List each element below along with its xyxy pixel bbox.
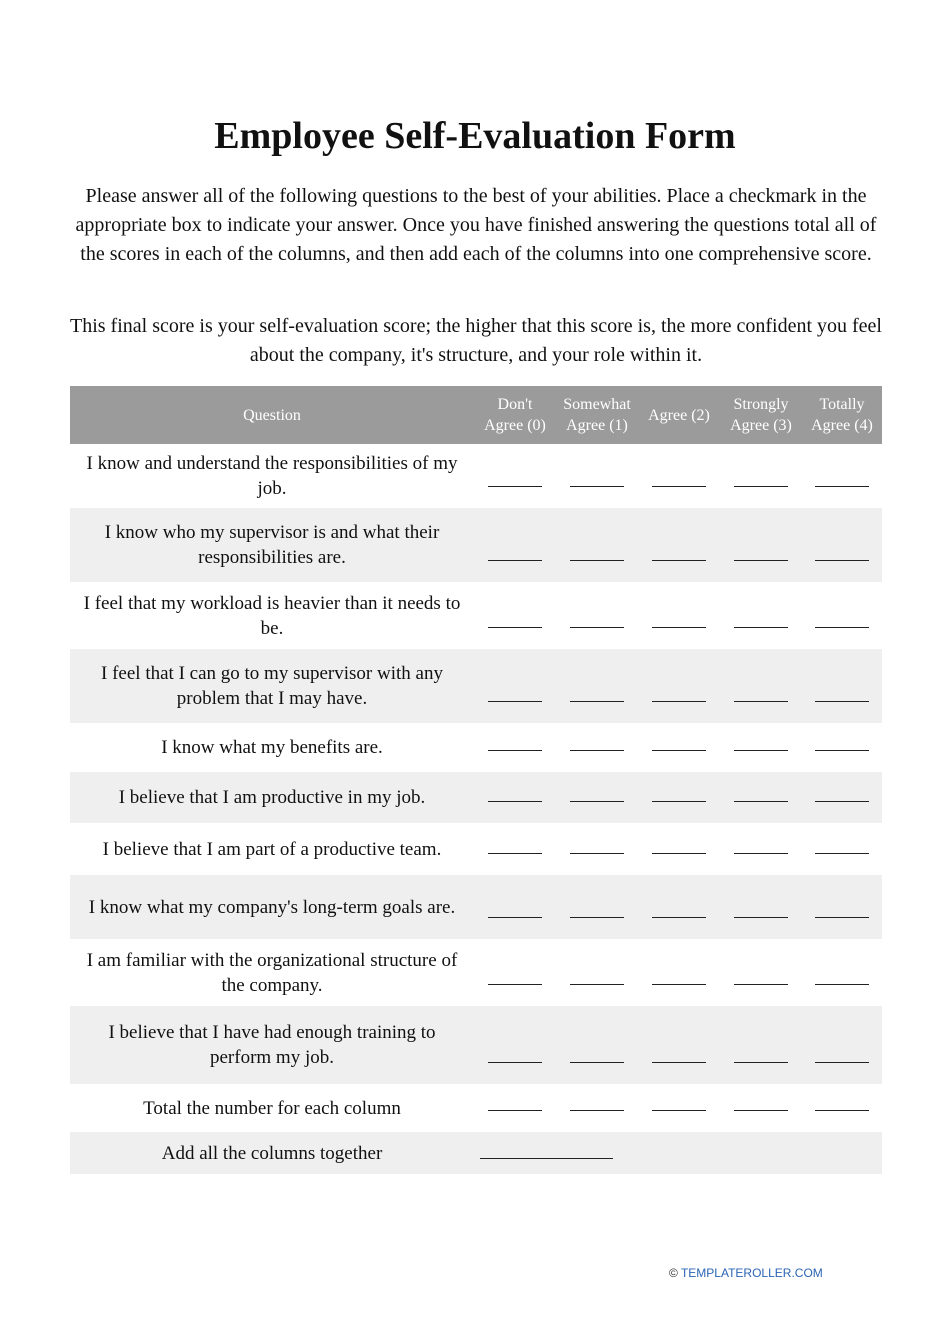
answer-blank-3[interactable] bbox=[734, 1062, 788, 1063]
table-row bbox=[70, 582, 882, 649]
answer-blank-0[interactable] bbox=[488, 917, 542, 918]
answer-blank-4[interactable] bbox=[815, 1062, 869, 1063]
answer-blank-0[interactable] bbox=[488, 750, 542, 751]
answer-blank-0[interactable] bbox=[488, 801, 542, 802]
copyright-symbol: © bbox=[669, 1266, 678, 1280]
answer-blank-1[interactable] bbox=[570, 1062, 624, 1063]
answer-blank-4[interactable] bbox=[815, 917, 869, 918]
answer-blank-3[interactable] bbox=[734, 853, 788, 854]
answer-blank-3[interactable] bbox=[734, 984, 788, 985]
header-strongly-agree: Strongly Agree (3) bbox=[720, 386, 802, 444]
answer-blank-2[interactable] bbox=[652, 560, 706, 561]
table-row bbox=[70, 444, 882, 508]
total-blank-2[interactable] bbox=[652, 1110, 706, 1111]
total-blank-4[interactable] bbox=[815, 1110, 869, 1111]
table-row bbox=[70, 823, 882, 875]
question-text: I believe that I am part of a productive team. bbox=[102, 838, 442, 860]
answer-blank-1[interactable] bbox=[570, 627, 624, 628]
table-row bbox=[70, 649, 882, 723]
answer-blank-3[interactable] bbox=[734, 917, 788, 918]
answer-blank-3[interactable] bbox=[734, 627, 788, 628]
answer-blank-0[interactable] bbox=[488, 486, 542, 487]
answer-blank-0[interactable] bbox=[488, 701, 542, 702]
answer-blank-4[interactable] bbox=[815, 984, 869, 985]
answer-blank-2[interactable] bbox=[652, 750, 706, 751]
question-text: I believe that I am productive in my job. bbox=[70, 772, 474, 823]
header-somewhat-agree: Somewhat Agree (1) bbox=[556, 386, 638, 444]
question-text: I know what my benefits are. bbox=[161, 737, 383, 758]
answer-blank-1[interactable] bbox=[570, 701, 624, 702]
header-question: Question bbox=[70, 386, 474, 444]
table-row bbox=[70, 508, 882, 582]
answer-blank-0[interactable] bbox=[488, 853, 542, 854]
grand-total-label: Add all the columns together bbox=[70, 1132, 474, 1174]
footer-credit bbox=[669, 1266, 823, 1280]
answer-blank-1[interactable] bbox=[570, 750, 624, 751]
question-text: I feel that my workload is heavier than it needs to be. bbox=[83, 592, 461, 639]
table-row bbox=[70, 939, 882, 1006]
answer-blank-4[interactable] bbox=[815, 853, 869, 854]
templateroller-link[interactable]: TEMPLATEROLLER.COM bbox=[680, 1266, 823, 1280]
answer-blank-1[interactable] bbox=[570, 853, 624, 854]
table-row bbox=[70, 875, 882, 939]
question-text: I believe that I have had enough training to perform my job. bbox=[70, 1006, 474, 1084]
instructions-paragraph: Please answer all of the following questions to the best of your abilities. Place a checkmark in the appropriate box to indicate your answer. Once you have finished answering the questions total all of the scores in each of the columns, and then add each of the columns into one comprehensive score. bbox=[75, 185, 877, 265]
answer-blank-0[interactable] bbox=[488, 1062, 542, 1063]
evaluation-table bbox=[70, 386, 882, 1174]
answer-blank-0[interactable] bbox=[488, 627, 542, 628]
total-label: Total the number for each column bbox=[143, 1097, 401, 1119]
answer-blank-3[interactable] bbox=[734, 701, 788, 702]
question-text: I am familiar with the organizational structure of the company. bbox=[86, 949, 458, 996]
answer-blank-2[interactable] bbox=[652, 1062, 706, 1063]
answer-blank-3[interactable] bbox=[734, 486, 788, 487]
question-text: I feel that I can go to my supervisor with any problem that I may have. bbox=[70, 649, 474, 723]
table-row bbox=[70, 723, 882, 772]
answer-blank-2[interactable] bbox=[652, 984, 706, 985]
header-totally-agree: Totally Agree (4) bbox=[802, 386, 882, 444]
answer-blank-3[interactable] bbox=[734, 750, 788, 751]
answer-blank-1[interactable] bbox=[570, 801, 624, 802]
grand-total-blank[interactable] bbox=[480, 1158, 613, 1159]
total-row bbox=[70, 1084, 882, 1132]
answer-blank-3[interactable] bbox=[734, 560, 788, 561]
answer-blank-1[interactable] bbox=[570, 984, 624, 985]
answer-blank-3[interactable] bbox=[734, 801, 788, 802]
header-agree: Agree (2) bbox=[638, 386, 720, 444]
answer-blank-1[interactable] bbox=[570, 917, 624, 918]
answer-blank-4[interactable] bbox=[815, 486, 869, 487]
total-blank-1[interactable] bbox=[570, 1110, 624, 1111]
answer-blank-4[interactable] bbox=[815, 560, 869, 561]
answer-blank-2[interactable] bbox=[652, 701, 706, 702]
question-text: I know and understand the responsibilities of my job. bbox=[86, 453, 458, 499]
answer-blank-4[interactable] bbox=[815, 627, 869, 628]
answer-blank-0[interactable] bbox=[488, 984, 542, 985]
question-text: I know what my company's long-term goals are. bbox=[70, 875, 474, 939]
answer-blank-2[interactable] bbox=[652, 801, 706, 802]
answer-blank-0[interactable] bbox=[488, 560, 542, 561]
question-text: I know who my supervisor is and what their responsibilities are. bbox=[70, 508, 474, 582]
answer-blank-2[interactable] bbox=[652, 853, 706, 854]
answer-blank-4[interactable] bbox=[815, 701, 869, 702]
answer-blank-1[interactable] bbox=[570, 486, 624, 487]
score-explanation-paragraph: This final score is your self-evaluation score; the higher that this score is, the more confident you feel about the company, it's structure, and your role within it. bbox=[70, 315, 882, 366]
total-blank-0[interactable] bbox=[488, 1110, 542, 1111]
table-header-row bbox=[70, 386, 882, 444]
table-row bbox=[70, 772, 882, 823]
grand-total-row bbox=[70, 1132, 882, 1174]
total-blank-3[interactable] bbox=[734, 1110, 788, 1111]
answer-blank-2[interactable] bbox=[652, 627, 706, 628]
answer-blank-2[interactable] bbox=[652, 917, 706, 918]
answer-blank-2[interactable] bbox=[652, 486, 706, 487]
answer-blank-4[interactable] bbox=[815, 750, 869, 751]
answer-blank-1[interactable] bbox=[570, 560, 624, 561]
header-dont-agree: Don't Agree (0) bbox=[474, 386, 556, 444]
table-row bbox=[70, 1006, 882, 1084]
page-title: Employee Self-Evaluation Form bbox=[214, 115, 736, 157]
answer-blank-4[interactable] bbox=[815, 801, 869, 802]
